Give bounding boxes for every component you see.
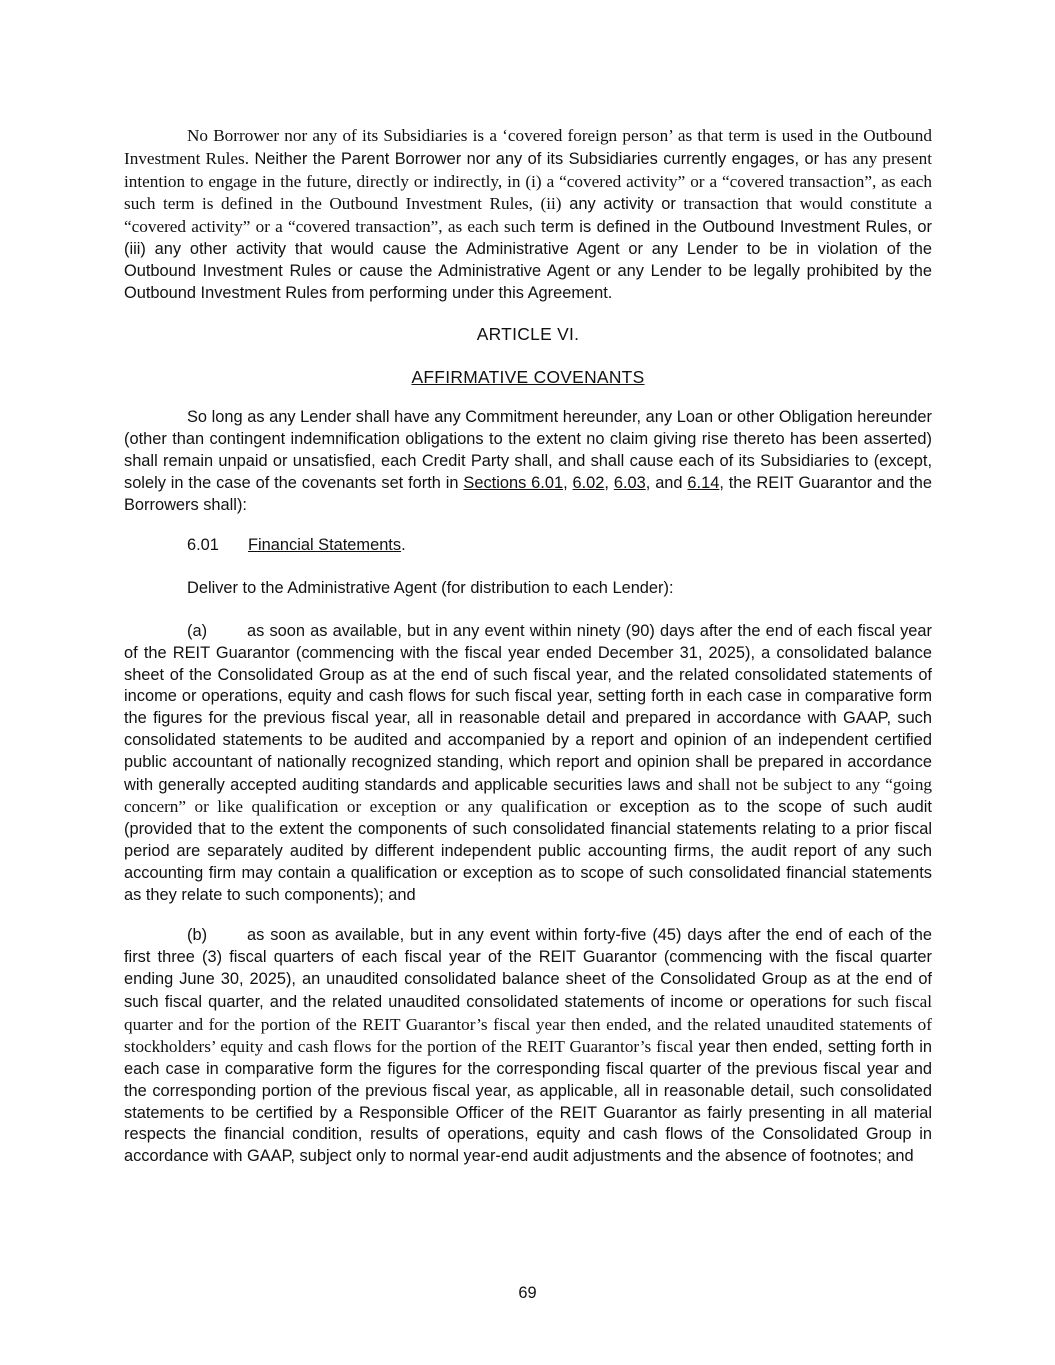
preamble-sep-1: , [563,473,573,492]
intro-text-1: No Borrower nor any of its Subsidiaries is a ‘covered foreign person’ as that term is used in the Outbound Investment Rules. [124,126,932,168]
clause-a-text-3: exception as to the scope of such audit (provided that to the extent the components of such consolidated financial statements relating to a prior fiscal period are separately audited by different independent public accounting firms, the audit report of any such accounting firm may contain a qualification or exception as to scope of such consolidated financial statements as they relate to such components); and [124,798,932,904]
covenants-preamble [124,407,932,516]
preamble-sep-3: , and [645,473,688,492]
section-title-period: . [401,536,406,555]
preamble-sep-2: , [604,473,614,492]
section-title: Financial Statements [248,536,402,555]
clause-b [124,925,932,1168]
intro-text-5: transaction that would constitute a “covered activity” or a “covered transaction”, as each such [124,194,933,237]
article-number: ARTICLE VI. [476,324,580,345]
clause-b-text-2: such fiscal quarter and for the portion of the REIT Guarantor’s fiscal year then ended, and the related unaudited statements of stockholders’ equity and cash flows for the portion of the REIT Guarantor’s fiscal [124,991,932,1057]
clause-b-text-3: year then ended, setting forth in each case in comparative form the figures for the corresponding fiscal quarter of the previous fiscal year and the corresponding portion of the previous fiscal year, as applicable, all in reasonable detail, such consolidated statements to be certified by a Responsible Officer of the REIT Guarantor as fairly presenting in all material respects the financial condition, results of operations, equity and cash flows of the Consolidated Group in accordance with GAAP, subject only to normal year-end audit adjustments and the absence of footnotes; and [124,1038,932,1166]
clause-b-text-1: as soon as available, but in any event within forty-five (45) days after the end of each of the first three (3) fiscal quarters of each fiscal year of the REIT Guarantor (commencing with the fiscal quarter ending June 30, 2025), an unaudited consolidated balance sheet of the Consolidated Group as at the end of such fiscal quarter, and the related unaudited consolidated statements of income or operations for [124,926,932,1011]
article-title-text: AFFIRMATIVE COVENANTS [411,367,645,388]
page-number: 69 [518,1284,537,1302]
clause-a [124,621,932,906]
section-ref-6-02[interactable]: 6.02 [572,473,605,492]
page-body [124,125,932,1168]
preamble-tail: , the REIT Guarantor and the Borrowers shall): [124,473,933,514]
clause-a-text-2: shall not be subject to any “going concern” or like qualification or exception or any qualification or [124,774,933,817]
clause-a-label: (a) [187,621,208,640]
article-title [124,366,932,388]
section-intro: Deliver to the Administrative Agent (for distribution to each Lender): [187,579,674,598]
intro-text-3: has any present intention to engage in the future, directly or indirectly, in (i) a “covered activity” or a “covered transaction”, as each such term is defined in the Outbound Investment Rules, (ii) [124,148,932,214]
clause-a-text-1: as soon as available, but in any event within ninety (90) days after the end of each fiscal year of the REIT Guarantor (commencing with the fiscal year ended December 31, 2025), a consolidated balance sheet of the Consolidated Group as at the end of such fiscal year, and the related consolidated statements of income or operations, equity and cash flows for such fiscal year, setting forth in each case in comparative form the figures for the previous fiscal year, all in reasonable detail and prepared in accordance with GAAP, such consolidated statements to be audited and accompanied by a report and opinion of an independent certified public accountant of nationally recognized standing, which report and opinion shall be prepared in accordance with generally accepted auditing standards and applicable securities laws and [124,621,932,794]
section-ref-6-01[interactable]: Sections 6.01 [463,473,564,492]
intro-text-4: any activity or [561,195,676,214]
intro-text-2: Neither the Parent Borrower nor any of its Subsidiaries currently engages, or [249,149,820,168]
intro-text-6: term is defined in the Outbound Investment Rules, or (iii) any other activity that would cause the Administrative Agent or any Lender to be in violation of the Outbound Investment Rules or cause the Administrative Agent or any Lender to be legally prohibited by the Outbound Investment Rules from performing under this Agreement. [124,218,932,302]
preamble-text: So long as any Lender shall have any Commitment hereunder, any Loan or other Obligation hereunder (other than contingent indemnification obligations to the extent no claim giving rise thereto has been asserted) shall remain unpaid or unsatisfied, each Credit Party shall, and shall cause each of its Subsidiaries to (except, solely in the case of the covenants set forth in [124,408,932,492]
section-ref-6-03[interactable]: 6.03 [613,473,646,492]
intro-paragraph [124,125,932,304]
clause-b-label: (b) [187,926,208,945]
section-heading-6-01 [124,535,932,557]
section-number: 6.01 [187,536,219,555]
section-ref-6-14[interactable]: 6.14 [687,473,720,492]
